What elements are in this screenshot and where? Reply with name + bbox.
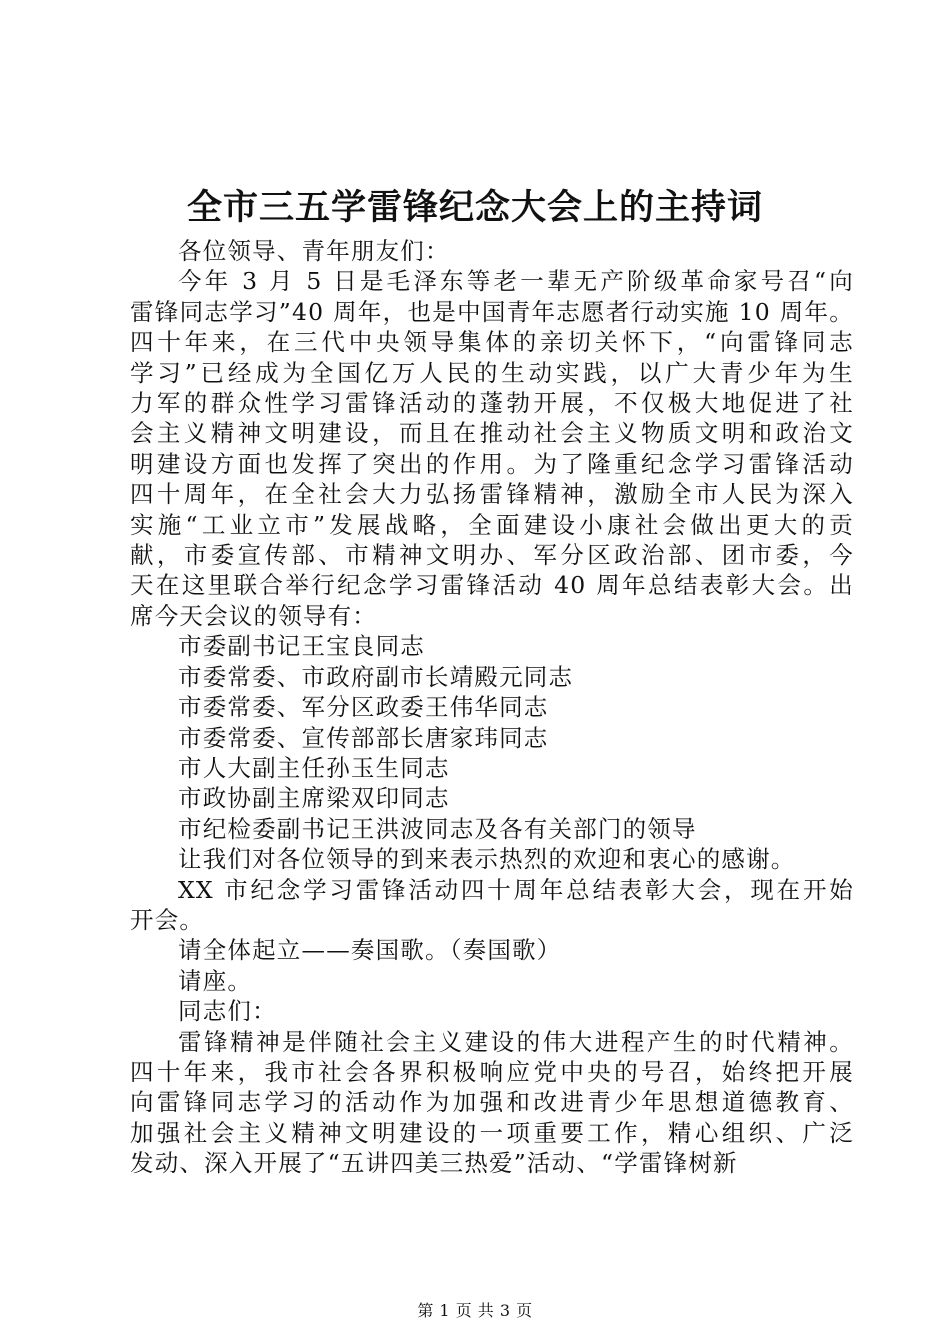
text-line: 四十年来，我市社会各界积极响应党中央的号召，始终把开展 — [130, 1057, 854, 1086]
text-line: 四十周年，在全社会大力弘扬雷锋精神，激励全市人民为深入 — [130, 480, 854, 509]
text-line: 各位领导、青年朋友们： — [178, 237, 450, 265]
page-footer: 第 1 页 共 3 页 — [417, 1301, 533, 1320]
document-body — [130, 236, 854, 1179]
text-line: 席今天会议的领导有： — [130, 601, 377, 630]
text-line: 雷锋精神是伴随社会主义建设的伟大进程产生的时代精神。 — [178, 1027, 854, 1056]
text-line: 加强社会主义精神文明建设的一项重要工作，精心组织、广泛 — [130, 1118, 854, 1147]
text-line: 市委常委、市政府副市长靖殿元同志 — [178, 662, 574, 691]
text-line: 学习”已经成为全国亿万人民的生动实践，以广大青少年为生 — [130, 358, 854, 387]
text-line: 市委常委、军分区政委王伟华同志 — [178, 693, 549, 722]
text-line: 市委常委、宣传部部长唐家玮同志 — [178, 723, 549, 752]
text-line: 雷锋同志学习”40 周年，也是中国青年志愿者行动实施 10 周年。 — [130, 297, 854, 326]
document-title: 全市三五学雷锋纪念大会上的主持词 — [186, 188, 763, 228]
text-line: 市人大副主任孙玉生同志 — [178, 753, 450, 782]
text-line: 开会。 — [130, 905, 205, 934]
text-line: 四十年来，在三代中央领导集体的亲切关怀下，“向雷锋同志 — [130, 328, 854, 357]
text-line: XX 市纪念学习雷锋活动四十周年总结表彰大会，现在开始 — [178, 875, 854, 904]
text-line: 实施“工业立市”发展战略，全面建设小康社会做出更大的贡 — [130, 510, 854, 539]
text-line: 明建设方面也发挥了突出的作用。为了隆重纪念学习雷锋活动 — [130, 449, 854, 478]
text-line: 发动、深入开展了“五讲四美三热爱”活动、“学雷锋树新 — [130, 1149, 738, 1178]
text-line: 让我们对各位领导的到来表示热烈的欢迎和衷心的感谢。 — [178, 845, 796, 874]
text-line: 请全体起立——奏国歌。（奏国歌） — [178, 936, 562, 965]
text-line: 今年 3 月 5 日是毛泽东等老一辈无产阶级革命家号召“向 — [178, 267, 854, 296]
text-line: 请座。 — [178, 966, 253, 995]
text-line: 市委副书记王宝良同志 — [178, 632, 425, 661]
text-line: 会主义精神文明建设，而且在推动社会主义物质文明和政治文 — [130, 419, 854, 448]
text-line: 力军的群众性学习雷锋活动的蓬勃开展，不仅极大地促进了社 — [130, 389, 854, 418]
text-line: 天在这里联合举行纪念学习雷锋活动 40 周年总结表彰大会。出 — [130, 571, 854, 600]
text-line: 献，市委宣传部、市精神文明办、军分区政治部、团市委，今 — [130, 541, 854, 570]
text-line: 向雷锋同志学习的活动作为加强和改进青少年思想道德教育、 — [130, 1088, 854, 1117]
text-line: 市纪检委副书记王洪波同志及各有关部门的领导 — [178, 814, 697, 843]
text-line: 同志们： — [178, 997, 277, 1026]
text-line: 市政协副主席梁双印同志 — [178, 784, 450, 813]
